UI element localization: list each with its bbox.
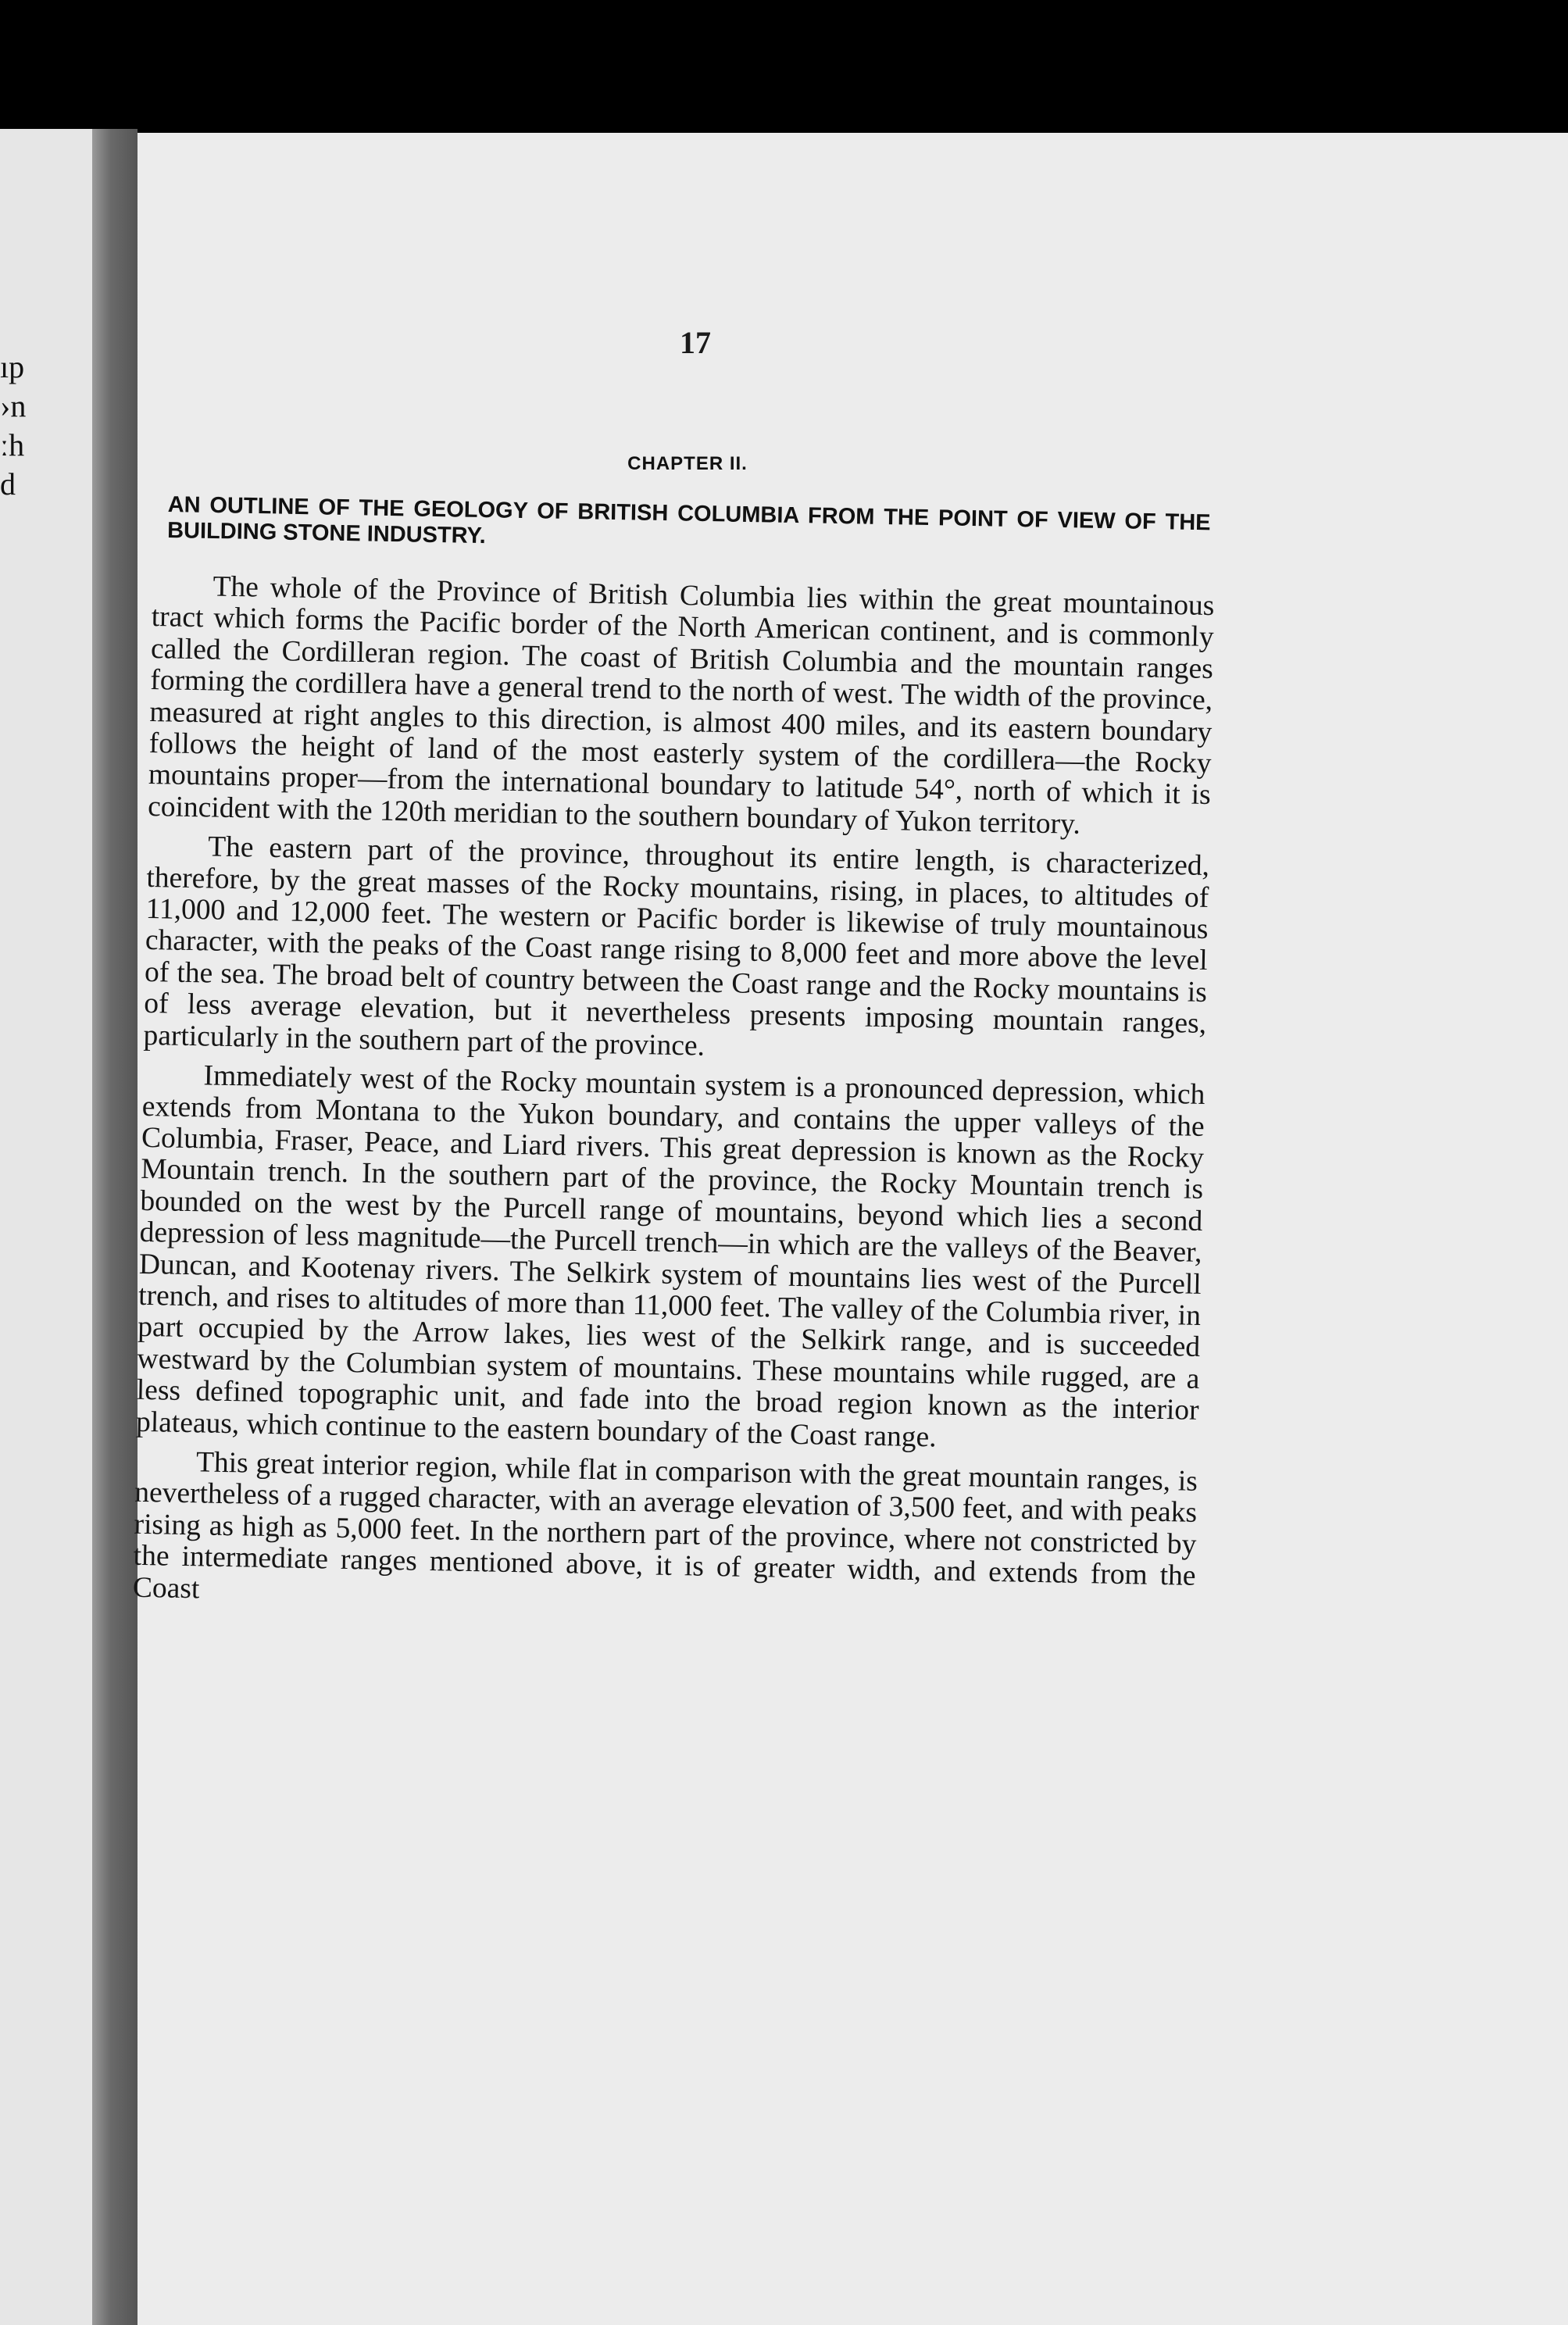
paragraph: The eastern part of the province, throughout its entire length, is characterized, therefore, by the great masses of the Rocky mountains, rising, in places, to altitudes of 11,000 and 12,000 feet. The western or Pacific border is likewise of truly mountainous character, with the peaks of the Coast range rising to 8,000 feet and more above the level of the sea. The broad belt of country between the Coast range and the Rocky mountains is of less average elevation, but it nevertheless presents imposing mountain ranges, particularly in the southern part of the province. <box>143 830 1210 1062</box>
chapter-title: AN OUTLINE OF THE GEOLOGY OF BRITISH COLUMBIA FROM THE POINT OF VIEW OF THE BUILDING STONE INDUSTRY. <box>166 492 1211 549</box>
paragraph: This great interior region, while flat in comparison with the great mountain ranges, is nevertheless of a rugged character, with an average elevation of 3,500 feet, and with peaks rising as high as 5,000 feet. In the northern part of the province, where not constricted by the intermediate ranges mentioned above, it is of greater width, and extends from the Coast <box>132 1446 1198 1605</box>
paragraph: The whole of the Province of British Columbia lies within the great mountainous tract which forms the Pacific border of the North American continent, and is commonly called the Cordilleran region. The coast of British Columbia and the mountain ranges forming the cordillera have a general trend to the north of west. The width of the province, measured at right angles to this direction, is almost 400 miles, and its eastern boundary follows the height of land of the most easterly system of the cordillera—the Rocky mountains proper—from the international boundary to latitude 54°, north of which it is coincident with the 120th meridian to the southern boundary of Yukon territory. <box>147 570 1215 841</box>
margin-fragment: ıp <box>0 349 25 384</box>
book-gutter <box>92 129 138 2325</box>
margin-fragment: ›n <box>0 388 27 423</box>
margin-fragment: d <box>0 466 16 502</box>
margin-fragment: ːh <box>0 427 25 462</box>
chapter-heading: CHAPTER II. <box>627 453 748 474</box>
page-number: 17 <box>680 325 711 360</box>
body-text <box>133 570 1215 1624</box>
paragraph: Immediately west of the Rocky mountain system is a pronounced depression, which extends from Montana to the Yukon boundary, and contains the upper valleys of the Columbia, Fraser, Peace, and Liard rivers. This great depression is known as the Rocky Mountain trench. In the southern part of the province, the Rocky Mountain trench is bounded on the west by the Purcell range of mountains, beyond which lies a second depression of less magnitude—the Purcell trench—in which are the valleys of the Beaver, Duncan, and Kootenay rivers. The Selkirk system of mountains lies west of the Purcell trench, and rises to altitudes of more than 11,000 feet. The valley of the Columbia river, in part occupied by the Arrow lakes, lies west of the Selkirk range, and is succeeded westward by the Columbian system of mountains. These mountains while rugged, are a less defined topographic unit, and fade into the broad region known as the interior plateaus, which continue to the eastern boundary of the Coast range. <box>135 1059 1205 1454</box>
left-page-margin-text <box>0 348 47 504</box>
